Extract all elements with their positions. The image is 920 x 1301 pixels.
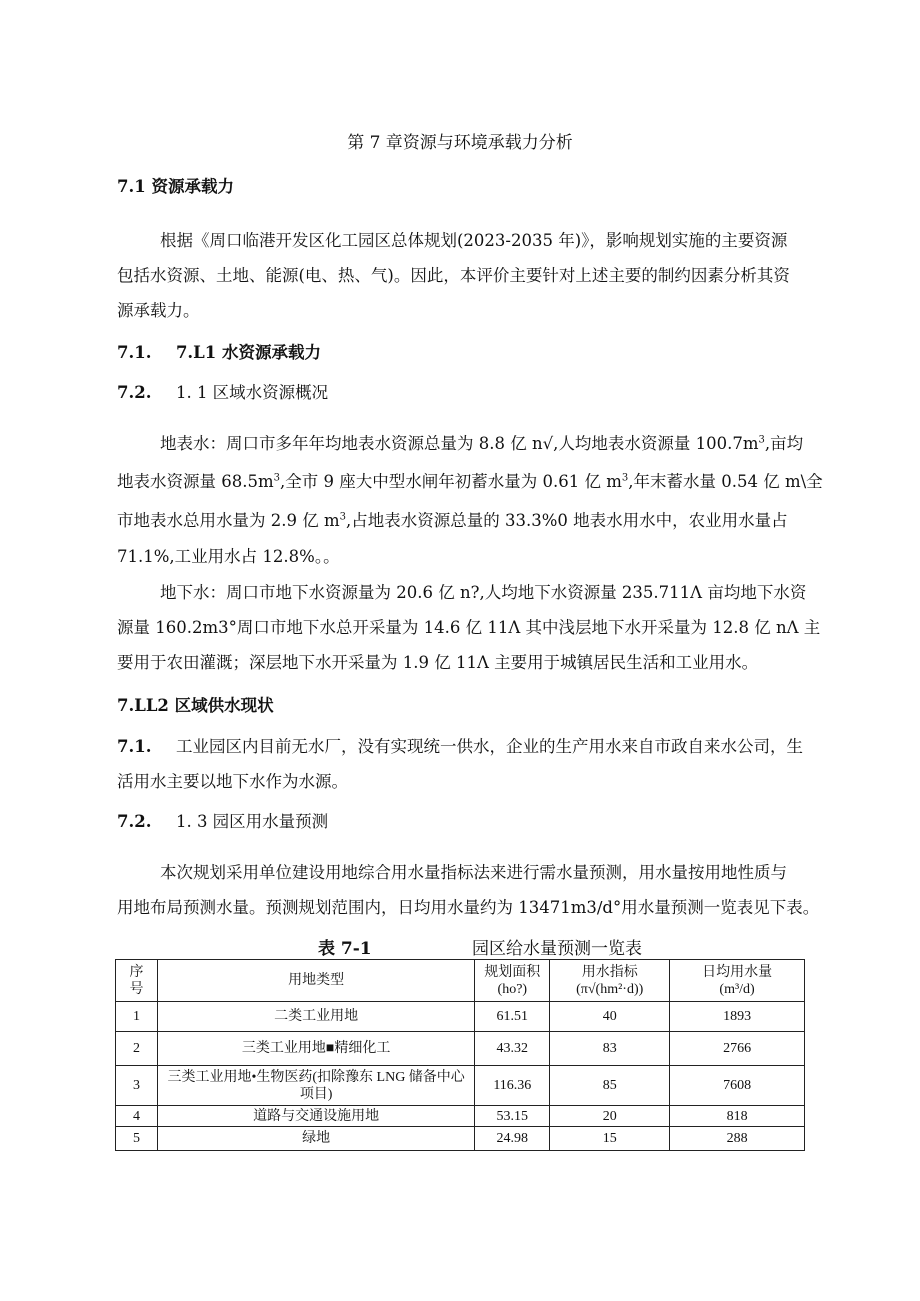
- cell-land-type: 道路与交通设施用地: [157, 1106, 474, 1127]
- header-land-type: 用地类型: [157, 960, 474, 1002]
- section-heading-7-2-1-1: [117, 383, 328, 403]
- paragraph-4-line-1: [117, 737, 803, 757]
- cell-area: 116.36: [475, 1066, 550, 1106]
- cell-daily-water: 1893: [670, 1002, 805, 1032]
- cell-area: 61.51: [475, 1002, 550, 1032]
- cell-area: 43.32: [475, 1032, 550, 1066]
- table-row: [116, 1002, 805, 1032]
- text-run: 工业园区内目前无水厂，没有实现统一供水，企业的生产用水来自市政自来水公司，生: [175, 737, 803, 756]
- paragraph-5-line-2: 用地布局预测水量。预测规划范围内，日均用水量约为 13471m3∕d°用水量预测一览表见下表。: [117, 898, 820, 917]
- paragraph-2-line-4: 71.1%,工业用水占 12.8%。。: [117, 547, 340, 566]
- water-demand-table: [115, 959, 805, 1151]
- table-caption-title: 园区给水量预测一览表: [472, 939, 642, 959]
- header-water-index: 用水指标 (π√(hm²·d)): [550, 960, 670, 1002]
- cell-land-type: 二类工业用地: [157, 1002, 474, 1032]
- paragraph-1-line-3: 源承载力。: [117, 301, 200, 320]
- cell-no: 3: [116, 1066, 158, 1106]
- section-heading-7-1: 7.1 资源承载力: [117, 177, 234, 196]
- paragraph-3-line-3: 要用于农田灌溉；深层地下水开采量为 1.9 亿 11Λ 主要用于城镇居民生活和工业用水。: [117, 653, 759, 672]
- cell-no: 1: [116, 1002, 158, 1032]
- paragraph-number: 7.1.: [117, 737, 152, 756]
- cell-daily-water: 818: [670, 1106, 805, 1127]
- cell-water-index: 85: [550, 1066, 670, 1106]
- heading-number: 7.1.: [117, 343, 152, 362]
- heading-number: 7.2.: [117, 812, 152, 831]
- heading-text: 1. 3 园区用水量预测: [175, 812, 329, 831]
- text-run: 地表水资源量 68.5m: [117, 472, 274, 491]
- table-row: [116, 1127, 805, 1151]
- chapter-title: 第 7 章资源与环境承载力分析: [347, 133, 573, 153]
- paragraph-1-line-1: 根据《周口临港开发区化工园区总体规划(2023-2035 年)》，影响规划实施的主要资源: [160, 231, 788, 250]
- cell-land-type: 三类工业用地■精细化工: [157, 1032, 474, 1066]
- section-heading-7-1-1: [117, 343, 321, 363]
- cell-water-index: 15: [550, 1127, 670, 1151]
- paragraph-2-line-2: [117, 472, 823, 492]
- paragraph-3-line-2: 源量 160.2m3°周口市地下水总开采量为 14.6 亿 11Λ 其中浅层地下水开采量为 12.8 亿 nΛ 主: [117, 618, 821, 637]
- paragraph-2-line-1: [160, 434, 803, 454]
- table-header-row: [116, 960, 805, 1002]
- superscript: 3: [339, 511, 346, 523]
- cell-water-index: 40: [550, 1002, 670, 1032]
- text-run: ,年末蓄水量 0.54 亿 m\全: [628, 472, 823, 491]
- cell-land-type: 三类工业用地•生物医药(扣除豫东 LNG 储备中心项目): [157, 1066, 474, 1106]
- cell-no: 2: [116, 1032, 158, 1066]
- text-run: ,亩均: [764, 434, 804, 453]
- paragraph-4-line-2: 活用水主要以地下水作为水源。: [117, 772, 348, 791]
- superscript: 3: [621, 472, 629, 484]
- table-row: [116, 1066, 805, 1106]
- cell-water-index: 83: [550, 1032, 670, 1066]
- heading-text: 1. 1 区域水资源概况: [175, 383, 329, 402]
- header-no: 序 号: [116, 960, 158, 1002]
- superscript: 3: [273, 472, 281, 484]
- cell-land-type: 绿地: [157, 1127, 474, 1151]
- paragraph-2-line-3: [117, 511, 788, 531]
- cell-area: 53.15: [475, 1106, 550, 1127]
- cell-daily-water: 2766: [670, 1032, 805, 1066]
- paragraph-3-line-1: 地下水：周口市地下水资源量为 20.6 亿 n?,人均地下水资源量 235.711Λ 亩均地下水资: [160, 583, 807, 602]
- cell-daily-water: 7608: [670, 1066, 805, 1106]
- caption-number: 表 7-1: [318, 939, 372, 959]
- text-run: ,占地表水资源总量的 33.3%0 地表水用水中，农业用水量占: [346, 511, 788, 530]
- heading-number: 7.2.: [117, 383, 152, 402]
- cell-water-index: 20: [550, 1106, 670, 1127]
- header-daily-water: 日均用水量 (m³/d): [670, 960, 805, 1002]
- section-heading-7-2-1-3: [117, 812, 328, 832]
- header-area: 规划面积 (ho?): [475, 960, 550, 1002]
- cell-daily-water: 288: [670, 1127, 805, 1151]
- cell-no: 5: [116, 1127, 158, 1151]
- text-run: ,全市 9 座大中型水闸年初蓄水量为 0.61 亿 m: [280, 472, 622, 491]
- table-row: [116, 1032, 805, 1066]
- paragraph-5-line-1: 本次规划采用单位建设用地综合用水量指标法来进行需水量预测，用水量按用地性质与: [160, 863, 787, 882]
- cell-no: 4: [116, 1106, 158, 1127]
- section-heading-7-1-1-2: 7.LL2 区域供水现状: [117, 696, 274, 715]
- superscript: 3: [758, 434, 765, 446]
- cell-area: 24.98: [475, 1127, 550, 1151]
- text-run: 地表水：周口市多年年均地表水资源总量为 8.8 亿 n√,人均地表水资源量 100.7m: [160, 434, 759, 453]
- text-run: 市地表水总用水量为 2.9 亿 m: [117, 511, 340, 530]
- heading-text: 7.L1 水资源承载力: [175, 343, 322, 362]
- table-row: [116, 1106, 805, 1127]
- table-caption-number: [318, 934, 372, 959]
- paragraph-1-line-2: 包括水资源、土地、能源(电、热、气)。因此，本评价主要针对上述主要的制约因素分析其资: [117, 266, 790, 285]
